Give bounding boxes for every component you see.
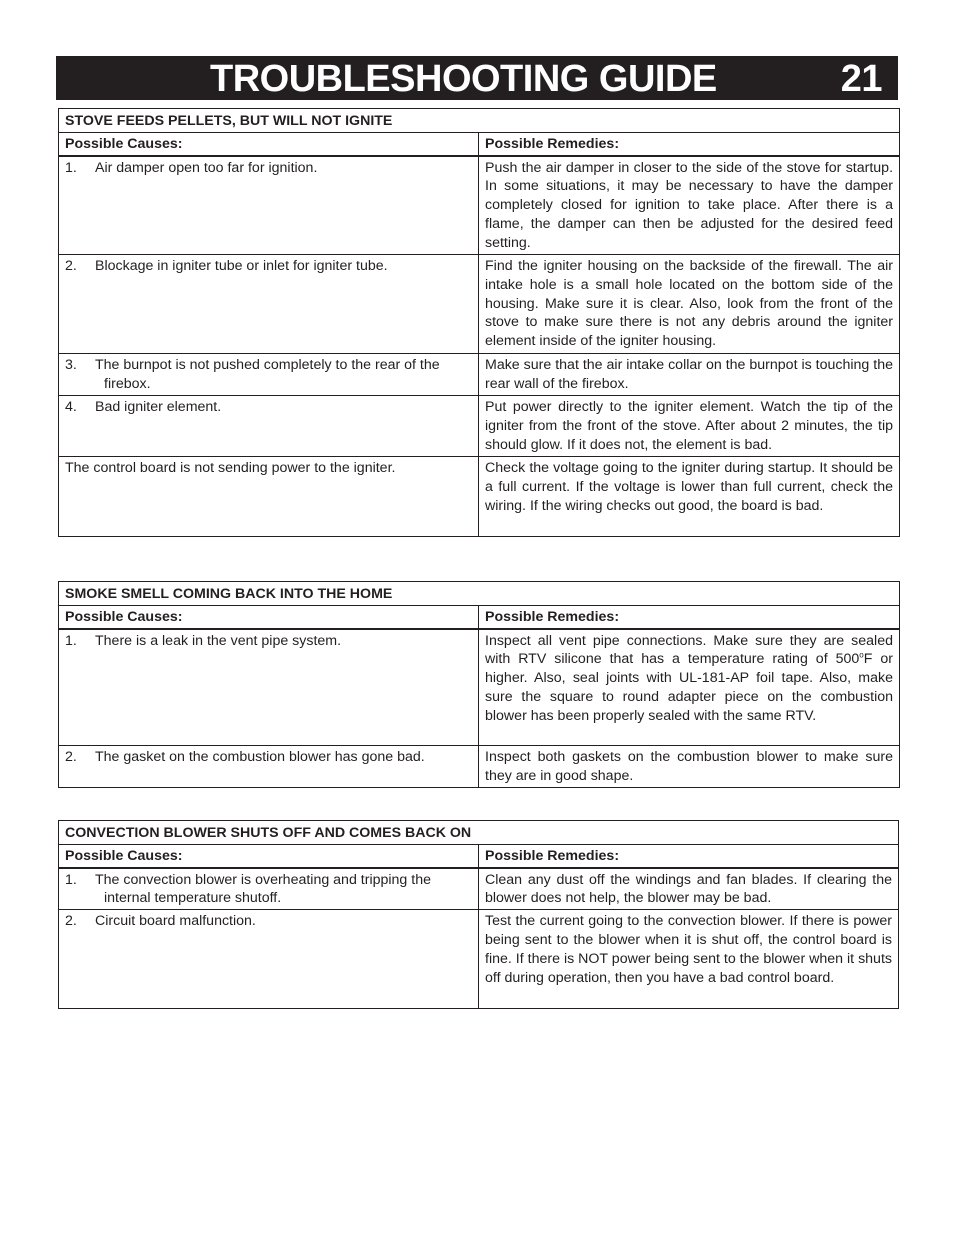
table-row	[59, 396, 900, 457]
causes-header: Possible Causes:	[59, 605, 479, 628]
remedy-text: Put power directly to the igniter element. Watch the tip of the igniter from the front of the stove. After about 2 minutes, the tip should glow. If it does not, the element is bad.	[479, 396, 900, 457]
page-title: TROUBLESHOOTING GUIDE	[210, 58, 717, 100]
section-title: STOVE FEEDS PELLETS, BUT WILL NOT IGNITE	[59, 109, 900, 133]
cause-cell	[59, 746, 479, 788]
cause-text: The burnpot is not pushed completely to the rear of the firebox.	[95, 357, 440, 392]
cause-cell	[59, 156, 479, 255]
item-number: 1.	[65, 632, 77, 649]
table-row	[59, 457, 900, 537]
causes-header: Possible Causes:	[59, 844, 479, 867]
causes-header: Possible Causes:	[59, 132, 479, 155]
remedy-text: Find the igniter housing on the backside of the firewall. The air intake hole is a small hole located on the bottom side of the housing. Make sure it is clear. Also, look from the front of the stove to make sure there is not any debris around the igniter element inside of the igniter housing.	[479, 255, 900, 354]
page-header-banner	[56, 56, 898, 100]
cause-cell	[59, 354, 479, 396]
remedy-text: Inspect both gaskets on the combustion blower to make sure they are in good shape.	[479, 746, 900, 788]
cause-text: The control board is not sending power to the igniter.	[59, 457, 479, 537]
remedies-header: Possible Remedies:	[479, 605, 900, 628]
remedy-text: Make sure that the air intake collar on the burnpot is touching the rear wall of the firebox.	[479, 354, 900, 396]
troubleshooting-table-ignite	[58, 108, 900, 537]
cause-cell	[59, 910, 479, 1009]
cause-cell	[59, 255, 479, 354]
cause-text: The gasket on the combustion blower has gone bad.	[95, 749, 425, 766]
table-row	[59, 746, 900, 788]
remedy-text: Inspect all vent pipe connections. Make sure they are sealed with RTV silicone that has a temperature rating of 500$^o$F or higher. Also, seal joints with UL-181-AP foil tape. Also, make sure the square to round adapter piece on the combustion blower has been properly sealed with the same RTV.	[479, 629, 900, 746]
cause-text: There is a leak in the vent pipe system.	[95, 632, 342, 649]
remedy-text: Clean any dust off the windings and fan blades. If clearing the blower does not help, the blower may be bad.	[479, 868, 899, 910]
table-row	[59, 910, 899, 1009]
item-number: 4.	[65, 399, 77, 416]
item-number: 1.	[65, 159, 77, 176]
section-title: SMOKE SMELL COMING BACK INTO THE HOME	[59, 582, 900, 606]
table-row	[59, 255, 900, 354]
item-number: 2.	[65, 258, 77, 275]
cause-text: Bad igniter element.	[95, 399, 222, 416]
cause-cell	[59, 868, 479, 910]
cause-text: Blockage in igniter tube or inlet for igniter tube.	[95, 258, 388, 275]
degree-symbol: o	[859, 650, 864, 660]
remedies-header: Possible Remedies:	[479, 132, 900, 155]
remedy-text: Push the air damper in closer to the side of the stove for startup. In some situations, it may be necessary to have the damper completely closed for ignition to take place. After there is a flame, the damper can then be adjusted for the desired feed setting.	[479, 156, 900, 255]
troubleshooting-table-smoke	[58, 581, 900, 788]
page-number: 21	[840, 58, 882, 100]
section-title: CONVECTION BLOWER SHUTS OFF AND COMES BACK ON	[59, 821, 899, 845]
cause-text: The convection blower is overheating and tripping the internal temperature shutoff.	[95, 871, 431, 907]
table-row	[59, 156, 900, 255]
cause-text: Air damper open too far for ignition.	[95, 159, 318, 176]
remedies-header: Possible Remedies:	[479, 844, 899, 867]
table-row	[59, 354, 900, 396]
item-number: 1.	[65, 871, 77, 888]
table-row	[59, 629, 900, 746]
cause-text: Circuit board malfunction.	[95, 913, 256, 930]
table-row	[59, 868, 899, 910]
item-number: 2.	[65, 913, 77, 930]
item-number: 2.	[65, 749, 77, 766]
remedy-text: Check the voltage going to the igniter during startup. It should be a full current. If the voltage is lower than full current, check the wiring. If the wiring checks out good, the board is bad.	[479, 457, 900, 537]
cause-cell	[59, 396, 479, 457]
troubleshooting-table-convection	[58, 820, 899, 1009]
item-number: 3.	[65, 357, 77, 374]
remedy-text: Test the current going to the convection blower. If there is power being sent to the blower when it is shut off, the control board is fine. If there is NOT power being sent to the blower when it shuts off during operation, then you have a bad control board.	[479, 910, 899, 1009]
cause-cell	[59, 629, 479, 746]
